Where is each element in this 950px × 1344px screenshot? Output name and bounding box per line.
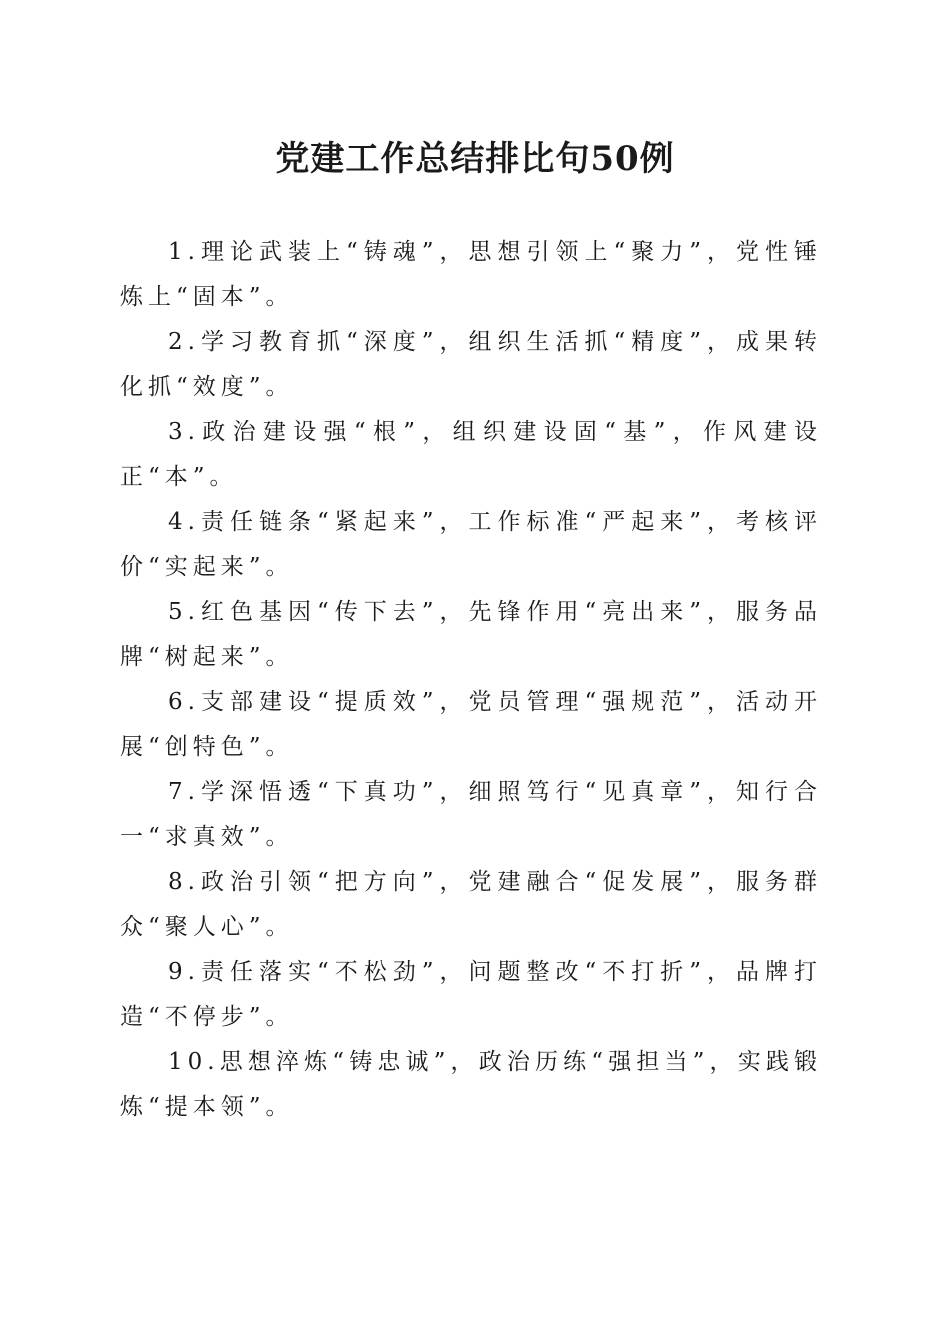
list-item: 2.学习教育抓“深度”，组织生活抓“精度”，成果转化抓“效度”。 xyxy=(120,329,822,400)
list-item: 9.责任落实“不松劲”，问题整改“不打折”，品牌打造“不停步”。 xyxy=(120,959,822,1030)
list-item: 1.理论武装上“铸魂”，思想引领上“聚力”，党性锤炼上“固本”。 xyxy=(120,239,822,310)
list-item: 5.红色基因“传下去”，先锋作用“亮出来”，服务品牌“树起来”。 xyxy=(120,599,822,670)
list-item: 8.政治引领“把方向”，党建融合“促发展”，服务群众“聚人心”。 xyxy=(120,869,822,940)
list-item: 6.支部建设“提质效”，党员管理“强规范”，活动开展“创特色”。 xyxy=(120,689,822,760)
list-item: 4.责任链条“紧起来”，工作标准“严起来”，考核评价“实起来”。 xyxy=(120,509,822,580)
document-title: 党建工作总结排比句50例 xyxy=(275,139,675,179)
document-body xyxy=(120,230,822,1130)
list-item: 10.思想淬炼“铸忠诚”，政治历练“强担当”，实践锻炼“提本领”。 xyxy=(120,1049,822,1120)
list-item: 3.政治建设强“根”，组织建设固“基”，作风建设正“本”。 xyxy=(120,419,822,490)
list-item: 7.学深悟透“下真功”，细照笃行“见真章”，知行合一“求真效”。 xyxy=(120,779,822,850)
